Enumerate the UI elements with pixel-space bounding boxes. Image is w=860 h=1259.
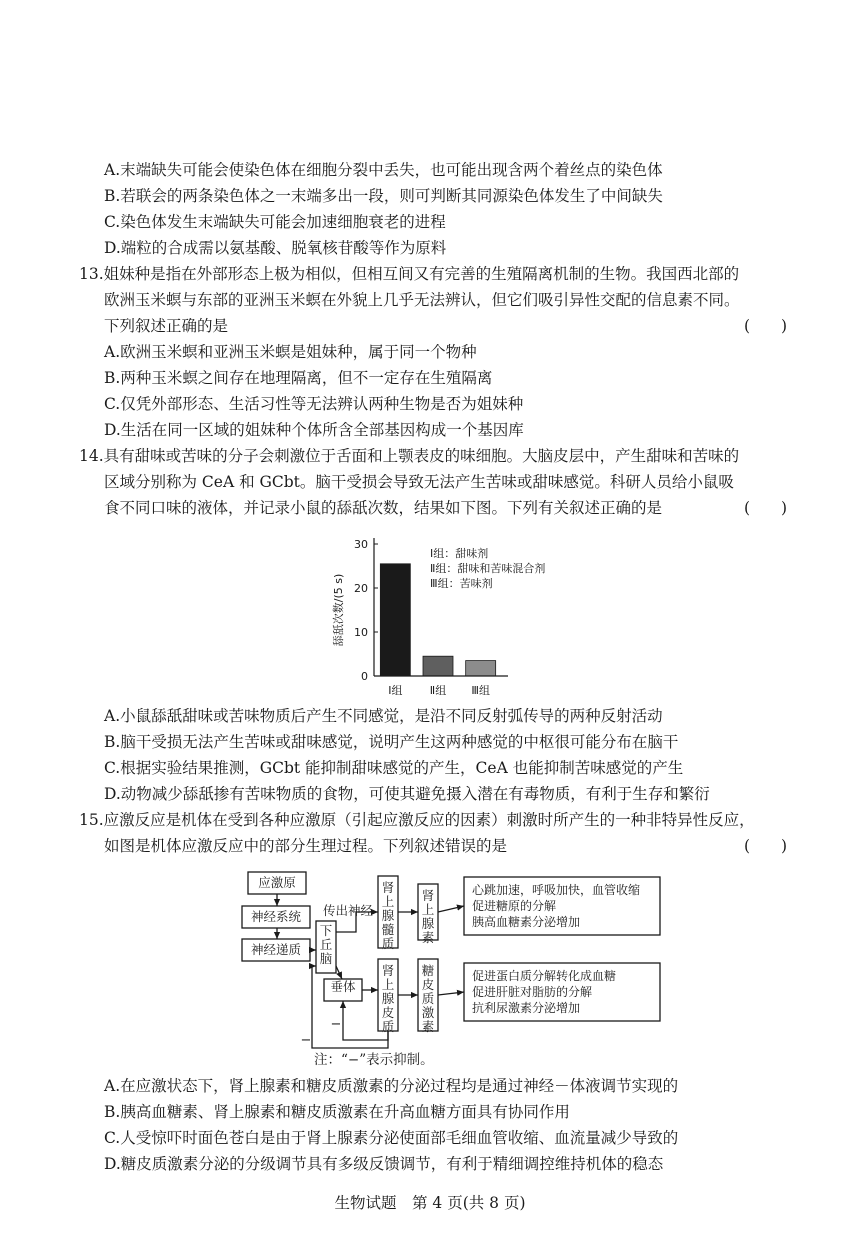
pituitary-label: 垂体 xyxy=(330,979,356,994)
adrenal-medulla-char: 质 xyxy=(381,936,395,951)
adrenal-cortex-char: 上 xyxy=(381,977,395,992)
q13-option-b: B.两种玉米螟之间存在地理隔离，但不一定存在生殖隔离 xyxy=(104,369,493,387)
q15-option-d: D.糖皮质激素分泌的分级调节具有多级反馈调节，有利于精细调控维持机体的稳态 xyxy=(104,1155,664,1173)
efferent-nerve-label: 传出神经 xyxy=(322,903,374,918)
q15-option-c: C.人受惊吓时面色苍白是由于肾上腺素分泌使面部毛细血管收缩、血流量减少导致的 xyxy=(104,1129,679,1147)
y-tick-label: 20 xyxy=(354,582,368,595)
bar xyxy=(423,656,453,676)
adrenal-cortex-char: 腺 xyxy=(381,991,395,1006)
y-tick-label: 30 xyxy=(354,538,368,551)
glucocorticoid-char: 质 xyxy=(421,991,435,1006)
effect-lower-line: 促进蛋白质分解转化成血糖 xyxy=(472,969,617,983)
neurotransmitter-label: 神经递质 xyxy=(250,942,302,957)
q13-option-a: A.欧洲玉米螟和亚洲玉米螟是姐妹种，属于同一个物种 xyxy=(104,343,477,361)
adrenal-medulla-char: 肾 xyxy=(381,880,395,895)
page-footer: 生物试题 第 4 页(共 8 页) xyxy=(334,1194,526,1212)
q13-answer-paren: ( ) xyxy=(744,317,788,335)
q13-stem-line-3: 下列叙述正确的是 xyxy=(104,317,229,335)
adrenaline-char: 素 xyxy=(421,930,435,945)
effects-text xyxy=(472,882,640,1015)
q14-option-a: A.小鼠舔舐甜味或苦味物质后产生不同感觉，是沿不同反射弧传导的两种反射活动 xyxy=(104,707,663,725)
diagram-note: 注：“−”表示抑制。 xyxy=(314,1052,434,1068)
effect-lower-line: 促进肝脏对脂肪的分解 xyxy=(472,985,593,999)
q14-answer-paren: ( ) xyxy=(744,499,788,517)
effect-upper-line: 胰高血糖素分泌增加 xyxy=(472,915,581,929)
adrenaline-char: 腺 xyxy=(421,916,435,931)
y-axis-label: 舔舐次数/(5 s) xyxy=(332,573,345,647)
bar xyxy=(380,564,410,676)
glucocorticoid-char: 素 xyxy=(421,1019,435,1034)
effect-lower-line: 抗利尿激素分泌增加 xyxy=(472,1001,581,1015)
adrenal-medulla-char: 腺 xyxy=(381,908,395,923)
nervous-system-label: 神经系统 xyxy=(250,909,302,924)
q13-stem-line-2: 欧洲玉米螟与东部的亚洲玉米螟在外貌上几乎无法辨认，但它们吸引异性交配的信息素不同。 xyxy=(104,291,740,309)
adrenal-cortex-char: 皮 xyxy=(381,1005,395,1020)
q15-option-a: A.在应激状态下，肾上腺素和糖皮质激素的分泌过程均是通过神经－体液调节实现的 xyxy=(104,1077,679,1095)
glucocorticoid-char: 糖 xyxy=(421,963,435,978)
q12-option-c: C.染色体发生末端缺失可能会加速细胞衰老的进程 xyxy=(104,213,446,231)
stressor-label: 应激原 xyxy=(258,875,296,890)
hypothalamus-char: 丘 xyxy=(319,937,333,952)
y-tick-label: 0 xyxy=(361,670,368,683)
legend-entry: Ⅲ组：苦味剂 xyxy=(430,577,493,590)
x-tick-label: Ⅰ组 xyxy=(388,684,403,697)
q15-stem-line-2: 如图是机体应激反应中的部分生理过程。下列叙述错误的是 xyxy=(104,837,508,855)
q12-option-b: B.若联会的两条染色体之一末端多出一段，则可判断其同源染色体发生了中间缺失 xyxy=(104,187,663,205)
adrenal-medulla-char: 髓 xyxy=(381,922,395,937)
legend-entry: Ⅱ组：甜味和苦味混合剂 xyxy=(430,562,546,575)
inhibit-sign-2: − xyxy=(330,1017,342,1032)
legend-entry: Ⅰ组：甜味剂 xyxy=(430,547,489,560)
y-tick-label: 10 xyxy=(354,626,368,639)
chart-legend xyxy=(430,546,545,590)
inhibit-sign-1: − xyxy=(300,1033,312,1048)
q14-stem-line-2: 区域分别称为 CeA 和 GCbt。脑干受损会导致无法产生苦味或甜味感觉。科研人员给小鼠吸 xyxy=(104,473,734,491)
q14-option-b: B.脑干受损无法产生苦味或甜味感觉，说明产生这两种感觉的中枢很可能分布在脑干 xyxy=(104,733,679,751)
adrenaline-char: 肾 xyxy=(421,888,435,903)
q13-option-d: D.生活在同一区域的姐妹种个体所含全部基因构成一个基因库 xyxy=(104,421,524,439)
hypothalamus-char: 下 xyxy=(319,923,333,938)
glucocorticoid-char: 皮 xyxy=(421,977,435,992)
glucocorticoid-char: 激 xyxy=(421,1005,435,1020)
x-tick-label: Ⅱ组 xyxy=(429,684,447,697)
q14-stem-line-3: 食不同口味的液体，并记录小鼠的舔舐次数，结果如下图。下列有关叙述正确的是 xyxy=(104,499,663,517)
q12-option-d: D.端粒的合成需以氨基酸、脱氧核苷酸等作为原料 xyxy=(104,239,447,257)
x-tick-label: Ⅲ组 xyxy=(471,684,490,697)
q13-option-c: C.仅凭外部形态、生活习性等无法辨认两种生物是否为姐妹种 xyxy=(104,395,524,413)
q15-stem-line-1: 15.应激反应是机体在受到各种应激原（引起应激反应的因素）刺激时所产生的一种非特异性反应， xyxy=(79,811,755,829)
licking-bar-chart xyxy=(318,530,558,702)
q14-stem-line-1: 14.具有甜味或苦味的分子会刺激位于舌面和上颚表皮的味细胞。大脑皮层中，产生甜味和苦味的 xyxy=(79,447,740,465)
bar xyxy=(466,661,496,676)
q15-answer-paren: ( ) xyxy=(744,837,788,855)
effect-upper-line: 心跳加速，呼吸加快，血管收缩 xyxy=(472,883,641,897)
q12-option-a: A.末端缺失可能会使染色体在细胞分裂中丢失，也可能出现含两个着丝点的染色体 xyxy=(104,161,663,179)
q13-stem-line-1: 13.姐妹种是指在外部形态上极为相似，但相互间又有完善的生殖隔离机制的生物。我国西北部的 xyxy=(79,265,740,283)
effect-upper-line: 促进糖原的分解 xyxy=(472,899,557,913)
q14-option-d: D.动物减少舔舐掺有苦味物质的食物，可使其避免摄入潜在有毒物质，有利于生存和繁衍 xyxy=(104,785,710,803)
adrenal-medulla-char: 上 xyxy=(381,894,395,909)
q14-option-c: C.根据实验结果推测，GCbt 能抑制甜味感觉的产生，CeA 也能抑制苦味感觉的产生 xyxy=(104,759,684,777)
adrenal-cortex-char: 质 xyxy=(381,1019,395,1034)
adrenaline-char: 上 xyxy=(421,902,435,917)
hypothalamus-char: 脑 xyxy=(319,951,333,966)
adrenal-cortex-char: 肾 xyxy=(381,963,395,978)
stress-response-diagram xyxy=(232,866,672,1066)
q15-option-b: B.胰高血糖素、肾上腺素和糖皮质激素在升高血糖方面具有协同作用 xyxy=(104,1103,570,1121)
